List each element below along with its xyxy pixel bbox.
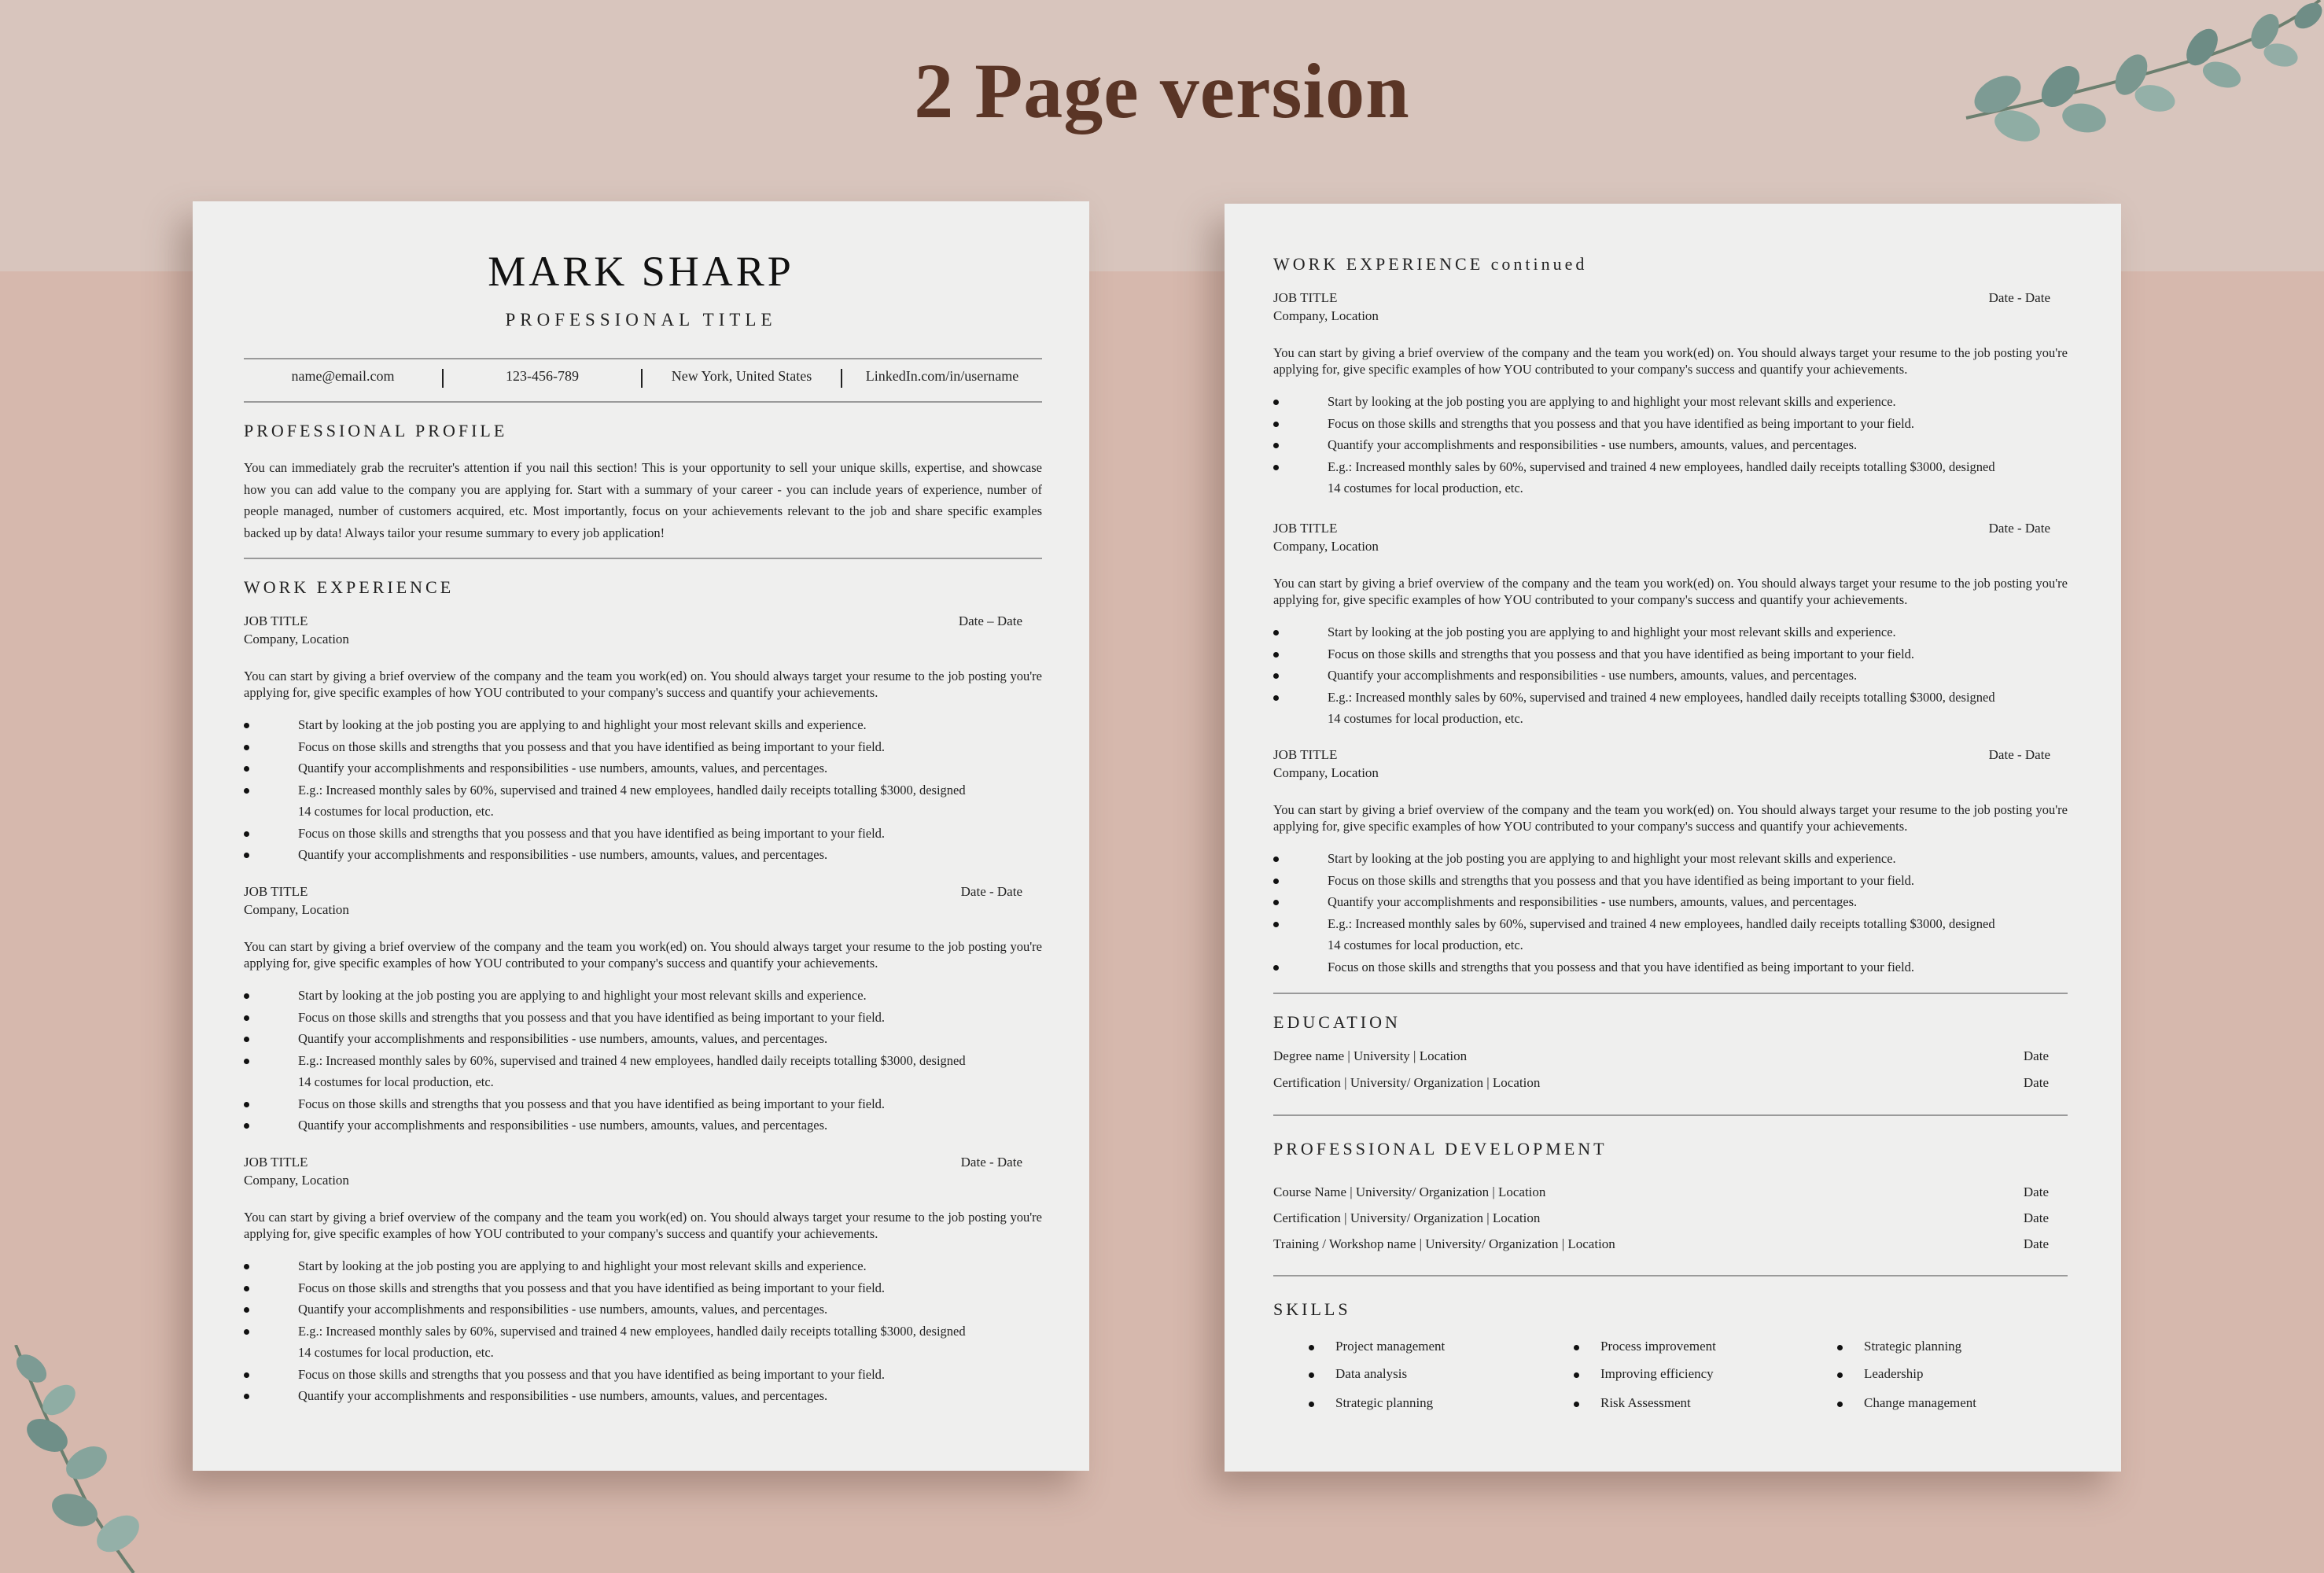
list-item: Quantify your accomplishments and responsibilities - use numbers, amounts, values, and percentages. xyxy=(1273,665,2068,687)
contact-linkedin: LinkedIn.com/in/username xyxy=(865,368,1019,384)
headline: 2 Page version xyxy=(914,47,1410,134)
skill-item: Strategic planning xyxy=(1864,1339,1961,1354)
list-item: Quantify your accomplishments and responsibilities - use numbers, amounts, values, and percentages. xyxy=(244,1385,1042,1407)
job-bullets xyxy=(244,714,1042,866)
job-date: Date - Date xyxy=(960,1155,1022,1170)
divider xyxy=(244,558,1042,559)
job-date: Date - Date xyxy=(1988,521,2050,536)
job-company: Company, Location xyxy=(244,1173,349,1188)
list-item: Focus on those skills and strengths that you possess and that you have identified as being important to your field. xyxy=(244,1007,1042,1029)
skill-item: Risk Assessment xyxy=(1600,1395,1691,1411)
list-item: Start by looking at the job posting you are applying to and highlight your most relevant skills and experience. xyxy=(244,714,1042,736)
job-bullets xyxy=(244,985,1042,1136)
skills-grid xyxy=(1225,204,2121,1472)
list-item: Start by looking at the job posting you are applying to and highlight your most relevant skills and experience. xyxy=(1273,848,2068,870)
list-item: Focus on those skills and strengths that you possess and that you have identified as being important to your field. xyxy=(1273,956,2068,978)
list-item: E.g.: Increased monthly sales by 60%, supervised and trained 4 new employees, handled daily receipts totalling $3000, designed 14 costumes for local production, etc. xyxy=(244,1321,1042,1364)
list-item: Focus on those skills and strengths that you possess and that you have identified as being important to your field. xyxy=(1273,643,2068,665)
resume-page-1 xyxy=(193,201,1089,1471)
job-date: Date - Date xyxy=(960,884,1022,899)
contact-bar xyxy=(244,368,1042,388)
education-date: Date xyxy=(2023,1048,2049,1063)
skill-item: Data analysis xyxy=(1335,1366,1407,1382)
prodev-label: Training / Workshop name | University/ Organization | Location xyxy=(1273,1236,1615,1251)
prodev-date: Date xyxy=(2023,1236,2049,1251)
list-item: Focus on those skills and strengths that you possess and that you have identified as being important to your field. xyxy=(244,1277,1042,1299)
job-overview: You can start by giving a brief overview of the company and the team you work(ed) on. You should always target your resume to the job posting you're applying for, give specific examples of how YOU contributed to your company's success and quantify your achievements. xyxy=(244,1210,1042,1241)
job-title: JOB TITLE xyxy=(244,613,308,628)
list-item: E.g.: Increased monthly sales by 60%, supervised and trained 4 new employees, handled daily receipts totalling $3000, designed 14 costumes for local production, etc. xyxy=(1273,456,2068,499)
divider xyxy=(244,401,1042,403)
job-overview: You can start by giving a brief overview of the company and the team you work(ed) on. You should always target your resume to the job posting you're applying for, give specific examples of how YOU contributed to your company's success and quantify your achievements. xyxy=(244,669,1042,700)
list-item: Start by looking at the job posting you are applying to and highlight your most relevant skills and experience. xyxy=(1273,391,2068,413)
prodev-label: Course Name | University/ Organization | Location xyxy=(1273,1184,1546,1199)
job-company: Company, Location xyxy=(244,632,349,647)
section-heading-education: EDUCATION xyxy=(1273,1012,1401,1032)
job-bullets xyxy=(244,1255,1042,1407)
education-label: Degree name | University | Location xyxy=(1273,1048,1468,1063)
skill-item: Strategic planning xyxy=(1335,1395,1433,1411)
skill-item: Process improvement xyxy=(1600,1339,1716,1354)
list-item: E.g.: Increased monthly sales by 60%, supervised and trained 4 new employees, handled daily receipts totalling $3000, designed 14 costumes for local production, etc. xyxy=(244,1050,1042,1093)
job-overview: You can start by giving a brief overview of the company and the team you work(ed) on. You should always target your resume to the job posting you're applying for, give specific examples of how YOU contributed to your company's success and quantify your achievements. xyxy=(1273,576,2068,607)
section-heading-work-continued: WORK EXPERIENCE continued xyxy=(1273,254,1588,274)
list-item: Start by looking at the job posting you are applying to and highlight your most relevant skills and experience. xyxy=(244,985,1042,1007)
section-heading-profile: PROFESSIONAL PROFILE xyxy=(244,421,508,440)
job-overview: You can start by giving a brief overview of the company and the team you work(ed) on. You should always target your resume to the job posting you're applying for, give specific examples of how YOU contributed to your company's success and quantify your achievements. xyxy=(1273,802,2068,834)
eucalyptus-branch-bottom xyxy=(0,1345,157,1573)
list-item: Start by looking at the job posting you are applying to and highlight your most relevant skills and experience. xyxy=(244,1255,1042,1277)
job-date: Date - Date xyxy=(1988,747,2050,762)
prodev-date: Date xyxy=(2023,1210,2049,1225)
list-item: Focus on those skills and strengths that you possess and that you have identified as being important to your field. xyxy=(244,1364,1042,1386)
job-overview: You can start by giving a brief overview of the company and the team you work(ed) on. You should always target your resume to the job posting you're applying for, give specific examples of how YOU contributed to your company's success and quantify your achievements. xyxy=(244,939,1042,971)
job-title: JOB TITLE xyxy=(1273,290,1338,305)
job-title: JOB TITLE xyxy=(244,1155,308,1170)
section-heading-prodev: PROFESSIONAL DEVELOPMENT xyxy=(1273,1139,1608,1159)
contact-location: New York, United States xyxy=(671,368,812,384)
list-item: Focus on those skills and strengths that you possess and that you have identified as being important to your field. xyxy=(244,823,1042,845)
job-title: JOB TITLE xyxy=(1273,747,1338,762)
list-item: Quantify your accomplishments and responsibilities - use numbers, amounts, values, and percentages. xyxy=(244,757,1042,779)
resume-name: MARK SHARP xyxy=(488,248,794,295)
job-company: Company, Location xyxy=(1273,539,1379,554)
list-item: Focus on those skills and strengths that you possess and that you have identified as being important to your field. xyxy=(1273,413,2068,435)
section-heading-work: WORK EXPERIENCE xyxy=(244,577,455,597)
list-item: Quantify your accomplishments and responsibilities - use numbers, amounts, values, and percentages. xyxy=(1273,891,2068,913)
list-item: Quantify your accomplishments and responsibilities - use numbers, amounts, values, and percentages. xyxy=(244,1028,1042,1050)
skill-item: Change management xyxy=(1864,1395,1976,1411)
eucalyptus-branch-top xyxy=(1950,0,2324,157)
profile-text: You can immediately grab the recruiter's attention if you nail this section! This is your opportunity to sell your unique skills, expertise, and showcase how you can add value to the company you are applying for. Start with a summary of your career - you can include years of experience, number of people managed, number of customers acquired, etc. Most importantly, focus on your achievements relevant to the job and share specific examples backed up by data! Always tailor your resume summary to every job application! xyxy=(244,460,1042,540)
job-company: Company, Location xyxy=(244,902,349,917)
skill-item: Leadership xyxy=(1864,1366,1924,1382)
job-overview: You can start by giving a brief overview of the company and the team you work(ed) on. You should always target your resume to the job posting you're applying for, give specific examples of how YOU contributed to your company's success and quantify your achievements. xyxy=(1273,345,2068,377)
list-item: Quantify your accomplishments and responsibilities - use numbers, amounts, values, and percentages. xyxy=(244,1114,1042,1136)
list-item: Focus on those skills and strengths that you possess and that you have identified as being important to your field. xyxy=(244,736,1042,758)
resume-page-2 xyxy=(1225,204,2121,1472)
contact-phone: 123-456-789 xyxy=(506,368,579,384)
education-date: Date xyxy=(2023,1075,2049,1090)
divider xyxy=(244,358,1042,359)
list-item: E.g.: Increased monthly sales by 60%, supervised and trained 4 new employees, handled daily receipts totalling $3000, designed 14 costumes for local production, etc. xyxy=(244,779,1042,823)
job-date: Date - Date xyxy=(1988,290,2050,305)
list-item: Focus on those skills and strengths that you possess and that you have identified as being important to your field. xyxy=(1273,870,2068,892)
professional-title: PROFESSIONAL TITLE xyxy=(505,310,777,330)
list-item: Quantify your accomplishments and responsibilities - use numbers, amounts, values, and percentages. xyxy=(244,1299,1042,1321)
section-heading-skills: SKILLS xyxy=(1273,1299,1351,1319)
job-date: Date – Date xyxy=(958,613,1022,628)
prodev-label: Certification | University/ Organization | Location xyxy=(1273,1210,1541,1225)
prodev-date: Date xyxy=(2023,1184,2049,1199)
list-item: Start by looking at the job posting you are applying to and highlight your most relevant skills and experience. xyxy=(1273,621,2068,643)
list-item: E.g.: Increased monthly sales by 60%, supervised and trained 4 new employees, handled daily receipts totalling $3000, designed 14 costumes for local production, etc. xyxy=(1273,687,2068,730)
contact-email: name@email.com xyxy=(291,368,395,384)
skill-item: Project management xyxy=(1335,1339,1445,1354)
list-item: Focus on those skills and strengths that you possess and that you have identified as being important to your field. xyxy=(244,1093,1042,1115)
list-item: Quantify your accomplishments and responsibilities - use numbers, amounts, values, and percentages. xyxy=(244,844,1042,866)
list-item: E.g.: Increased monthly sales by 60%, supervised and trained 4 new employees, handled daily receipts totalling $3000, designed 14 costumes for local production, etc. xyxy=(1273,913,2068,956)
job-company: Company, Location xyxy=(1273,765,1379,780)
job-title: JOB TITLE xyxy=(244,884,308,899)
list-item: Quantify your accomplishments and responsibilities - use numbers, amounts, values, and percentages. xyxy=(1273,434,2068,456)
job-title: JOB TITLE xyxy=(1273,521,1338,536)
skill-item: Improving efficiency xyxy=(1600,1366,1714,1382)
job-company: Company, Location xyxy=(1273,308,1379,323)
education-label: Certification | University/ Organization | Location xyxy=(1273,1075,1541,1090)
